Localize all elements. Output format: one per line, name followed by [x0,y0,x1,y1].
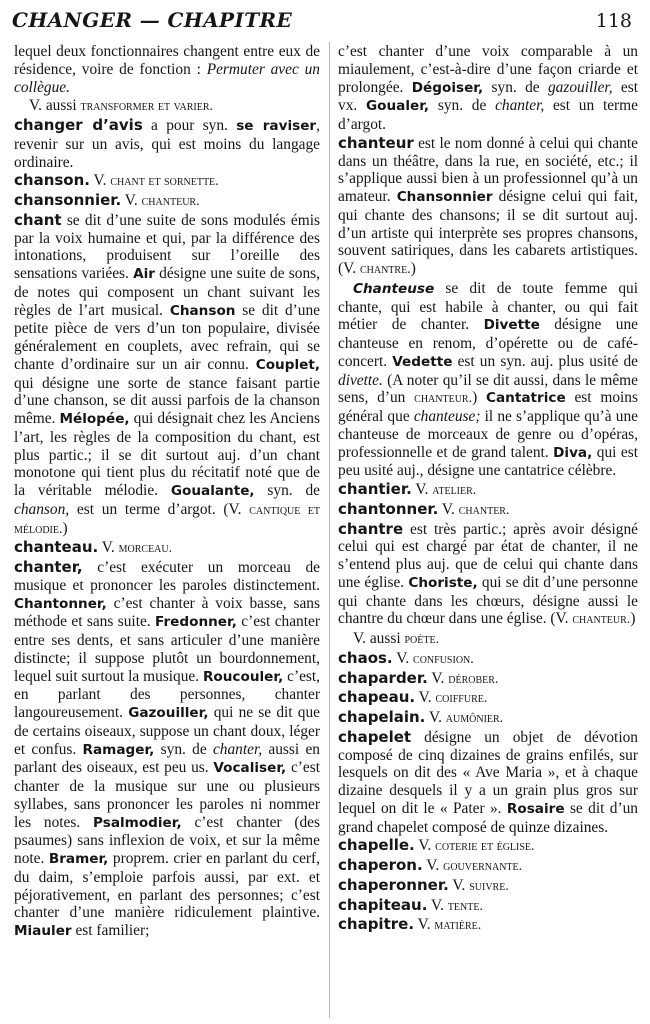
synonym: Goualante, [170,483,255,499]
headword: chanteau. [14,538,99,557]
headword: chantier. [338,480,412,498]
page-number: 118 [595,10,632,32]
entry-chaperonner: chaperonner. V. suivre. [338,875,509,894]
synonym: Fredonner, [155,614,237,631]
entry-chanteau: chanteau. V. morceau. [14,538,173,557]
entry-chanson: chanson. V. chant et sornette. [14,171,219,190]
synonym: Miauler [14,923,72,939]
headword: chaperon. [338,856,423,874]
entry-chapelet: chapelet désigne un objet de dévotion composé de cinq dizaines de grains enfilés, sur lesquels on dit des « Ave Maria », et à chaque dizaine desquels il y a un grain plus gros sur lequel on dit le « Pater ». Rosaire se dit d’un grand chapelet composé de quinze dizaines. [338,727,638,836]
synonym: Air [133,266,155,282]
page-header [12,2,632,38]
headword: chapelle. [338,836,415,855]
headword: chantre [338,519,404,538]
headword: chaperonner. [338,875,449,894]
cross-reference: coterie et église. [435,839,535,855]
synonym: Chanteuse [353,280,435,297]
cross-reference: chanter. [458,502,510,518]
headword: chant [14,210,62,229]
cross-reference: chanteur. [414,391,473,407]
cross-reference: chanteur. [141,194,200,209]
synonym: Bramer, [48,851,109,867]
cross-reference: tente. [447,898,483,914]
headword: chapelet [338,727,412,746]
headword: chapeau. [338,688,416,707]
headword: chanson. [14,171,90,190]
right-column [338,43,638,1020]
entry-changer-d-avis: changer d’avis a pour syn. se raviser, revenir sur un avis, qui est moins du langage ordinaire. [14,116,320,171]
synonym: Diva, [553,444,593,461]
headword: changer d’avis [14,116,143,134]
synonym: Rosaire [506,800,565,817]
cross-reference: coiffure. [435,691,488,707]
headword: chanteur [338,133,414,152]
see-also: V. aussi poète. [353,630,440,647]
entry-chaparder: chaparder. V. dérober. [338,668,499,687]
entry-chaperon: chaperon. V. gouvernante. [338,856,523,874]
entry-chapiteau: chapiteau. V. tente. [338,895,483,914]
synonym: Dégoiser, [411,79,484,96]
entry-chanteur: chanteur est le nom donné à celui qui chante dans un théâtre, dans la rue, en société, etc.; il s’applique aussi bien à un professionnel qu’à un amateur. Chansonnier désigne celui qui fait, qui chante des chansons; il se dit surtout auj. d’un artiste qui interprète ses propres chansons, souvent satiriques, dans les cabarets artistiques. (V. chantre.) [338,133,638,277]
synonym: Chantonner, [14,595,107,612]
headword: chaos. [338,648,393,667]
entry-chanter: chanter, c’est exécuter un morceau de musique et prononcer les paroles distinctement. Chantonner, c’est chanter à voix basse, sans méthode et sans suite. Fredonner, c’est chanter entre ses dents, et sans articuler d’une manière distincte; il suppose plutôt un bourdonnement, lequel suit surtout la musique. Roucouler, c’est, en parlant des personnes, chanter langoureusement. Gazouiller, qui ne se dit que de certains oiseaux, suppose un chant doux, léger et confus. Ramager, syn. de chanter, aussi en parlant des oiseaux, est peu us. Vocaliser, c’est chanter de la musique sur une ou plusieurs syllabes, sans prononcer les paroles ni nommer les notes. Psalmodier, c’est chanter (des psaumes) sans inflexion de voix, et sur la même note. Bramer, proprem. crier en parlant du cerf, du daim, s’emploie parfois aussi, par ext. et péjorativement, en parlant des personnes; c’est chanter d’une manière ridiculement plaintive. Miauler est familier; [14,558,320,939]
left-column [14,43,320,1020]
synonym: Goualer, [365,98,430,115]
cross-reference: chanteur. [572,612,631,628]
entry-continuation: c’est chanter d’une voix comparable à un miaulement, c’est-à-dire d’une façon criarde et prolongée. Dégoiser, syn. de gazouiller, est vx. Goualer, syn. de chanter, est un terme d’argot. [338,43,638,133]
entry-chantre: chantre est très partic.; après avoir désigné celui qui est chargé par état de chanter, il ne s’entend plus auj. que de celui qui chante dans une église. Choriste, qui se dit d’une personne qui chante dans les chœurs, désigne aussi le chantre du chœur dans une église. (V. chanteur.) [338,519,638,628]
cross-reference: atelier. [432,483,477,498]
synonym: Vocaliser, [213,760,287,777]
entry-chanteuse: Chanteuse se dit de toute femme qui chante, qui est habile à chanter, ou qui fait métier de chanter. Divette désigne une chanteuse en renom, d’opérette ou de café-concert. Vedette est un syn. auj. plus usité de divette. (A noter qu’il se dit aussi, dans le même sens, d’un chanteur.) Cantatrice est moins général que chanteuse; il ne s’applique qu’à une chanteuse de morceaux de genre ou d’opéras, professionnelle et de grand talent. Diva, qui est peu usité auj., désigne une cantatrice célèbre. [338,279,638,480]
synonym: Chansonnier [396,189,493,205]
cross-reference: confusion. [413,651,474,667]
synonym: Cantatrice [486,390,566,407]
headword: chaparder. [338,668,428,687]
cross-reference: morceau. [118,541,173,557]
headword: chapelain. [338,708,426,726]
entry-chapelain: chapelain. V. aumônier. [338,708,504,726]
cross-reference: chant et sornette. [110,174,219,190]
synonym: Divette [483,317,540,334]
cross-reference: poète. [404,632,440,647]
entry-chaos: chaos. V. confusion. [338,648,474,667]
running-title: CHANGER — CHAPITRE [12,8,293,32]
entry-chapitre: chapitre. V. matière. [338,915,482,934]
synonym: Roucouler, [202,668,284,685]
headword: chantonner. [338,499,439,518]
column-divider [329,42,330,1018]
entry-chapelle: chapelle. V. coterie et église. [338,836,535,855]
synonym: Mélopée, [59,411,130,427]
synonym: Chanson [169,302,236,319]
synonym: Choriste, [408,574,478,591]
synonym: Ramager, [82,741,155,758]
entry-continuation: lequel deux fonctionnaires changent entre eux de résidence, voire de fonction : Permuter avec un collègue. [14,43,320,96]
headword: chansonnier. [14,191,122,209]
entry-chantier: chantier. V. atelier. [338,480,477,498]
entry-chansonnier: chansonnier. V. chanteur. [14,191,200,209]
headword: chapiteau. [338,895,428,914]
entry-chant: chant se dit d’une suite de sons modulés émis par la voix humaine et qui, par la différence des intonations, produisent sur l’oreille des sensations variées. Air désigne une suite de sons, de notes qui composent un chant suivant les règles de l’art musical. Chanson se dit d’une petite pièce de vers d’un ton populaire, divisée généralement en couplets, avec refrain, qui se chante d’ordinaire sur un air connu. Couplet, qui désigne une sorte de stance faisant partie d’une chanson, se dit aussi parfois de la chanson même. Mélopée, qui désignait chez les Anciens l’art, les règles de la composition du chant, est plus partic.; il se dit surtout auj. d’un chant monotone qui tient plus du récitatif noté que de la véritable mélodie. Goualante, syn. de chanson, est un terme d’argot. (V. cantique et mélodie.) [14,210,320,537]
synonym: Vedette [392,353,453,370]
headword: chanter, [14,558,83,576]
cross-reference: suivre. [469,878,509,894]
synonym: Couplet, [255,356,320,373]
synonym: se raviser [236,118,317,134]
cross-reference: gouvernante. [443,859,523,874]
entry-chapeau: chapeau. V. coiffure. [338,688,488,707]
synonym: Psalmodier, [93,814,182,831]
synonym: Gazouiller, [128,705,209,721]
cross-reference: dérober. [448,671,499,687]
cross-reference: cantique et mélodie. [14,502,320,537]
cross-reference: chantre. [359,262,411,277]
headword: chapitre. [338,915,415,934]
entry-chantonner: chantonner. V. chanter. [338,499,510,518]
cross-reference: matière. [434,918,482,934]
cross-reference: aumônier. [445,711,504,726]
see-also: V. aussi transformer et varier. [29,97,214,115]
